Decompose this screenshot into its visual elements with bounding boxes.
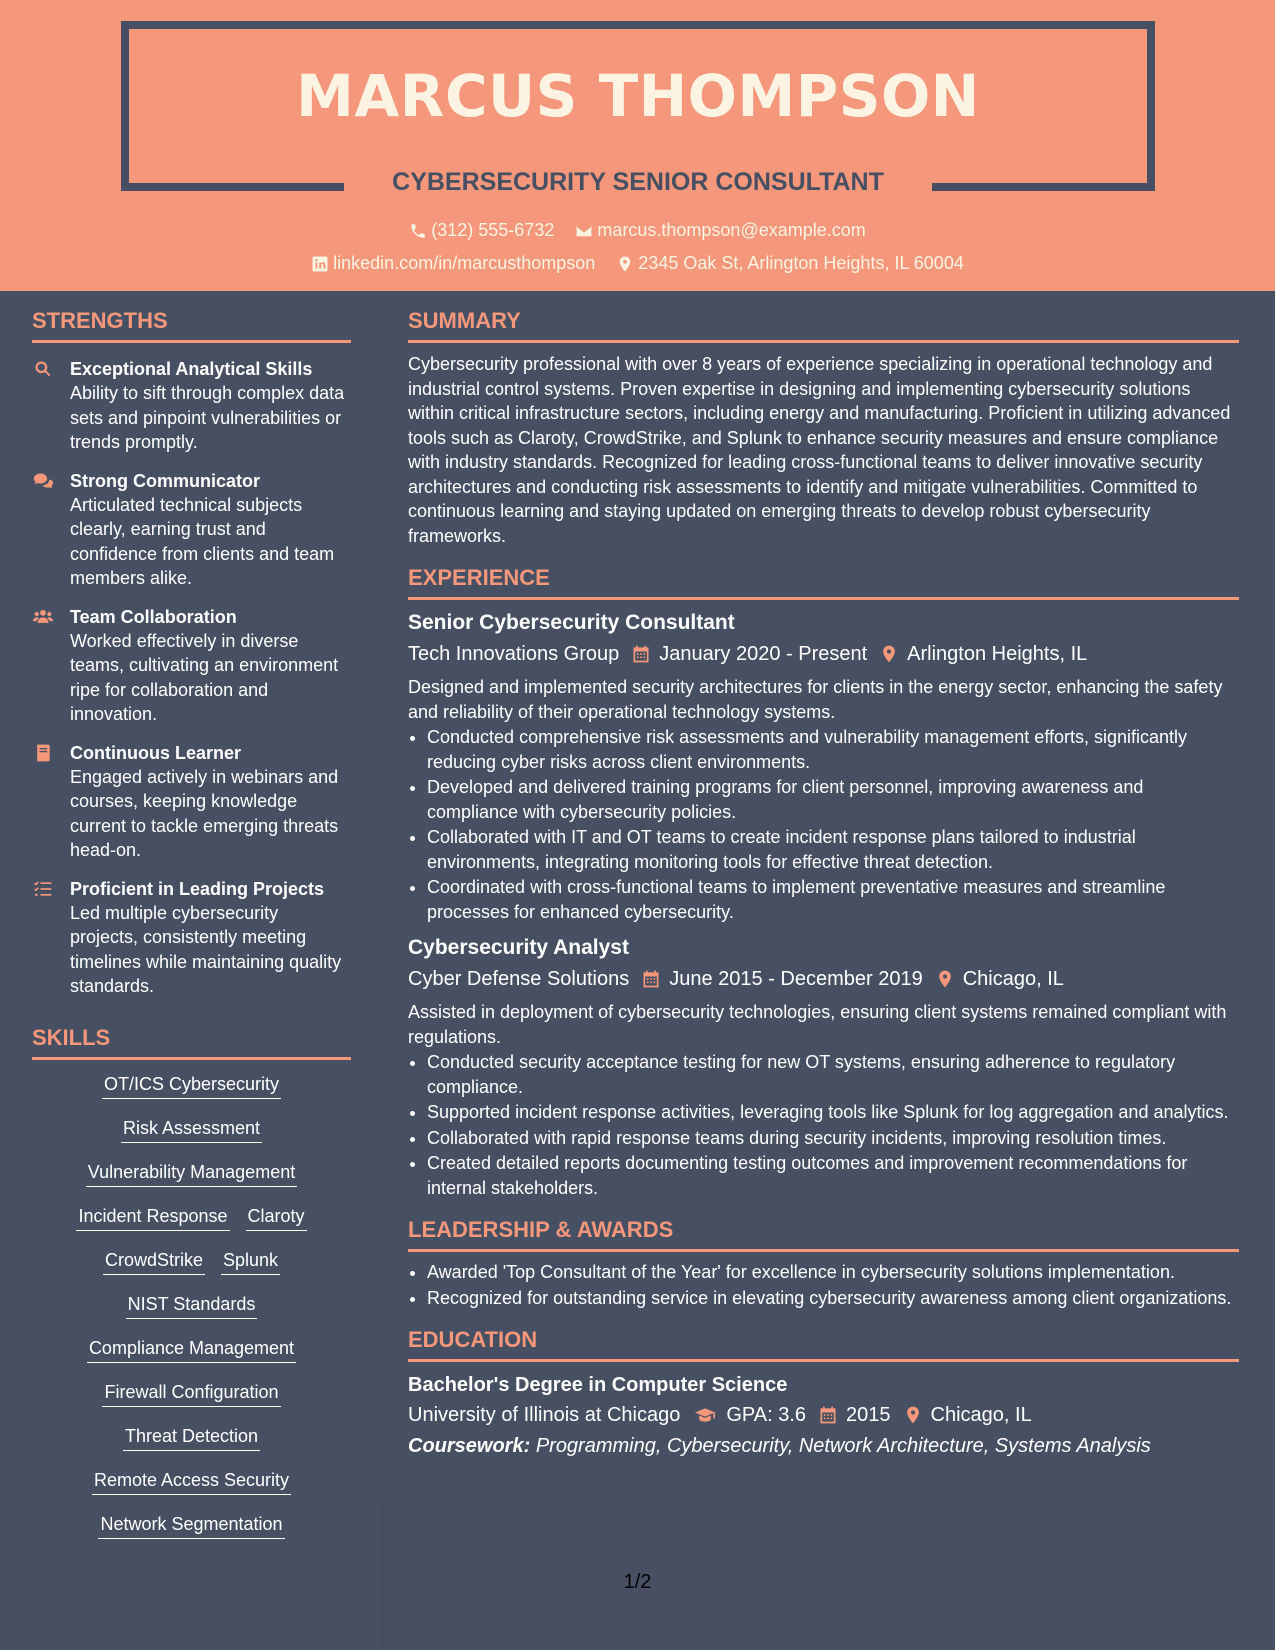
left-column <box>32 291 351 1539</box>
strengths-heading: STRENGTHS <box>32 308 351 343</box>
award-item: • Awarded 'Top Consultant of the Year' for excellence in cybersecurity solutions implementation. <box>427 1260 1239 1285</box>
skill-tag: Compliance Management <box>87 1336 296 1363</box>
envelope-icon <box>575 222 593 240</box>
job-bullet: • Coordinated with cross-functional teams to implement preventative measures and streamline processes for enhanced cybersecurity. <box>427 875 1239 924</box>
strength-desc: Worked effectively in diverse teams, cultivating an environment ripe for collaboration and innovation. <box>70 630 339 724</box>
job-bullet: • Developed and delivered training programs for client personnel, improving awareness and compliance with cybersecurity policies. <box>427 775 1239 824</box>
job-bullet: • Conducted security acceptance testing for new OT systems, ensuring adherence to regulatory compliance. <box>427 1050 1239 1099</box>
job-dates-text: January 2020 - Present <box>659 643 868 665</box>
header-frame-bottom-left <box>121 183 344 191</box>
education-heading: EDUCATION <box>408 1327 1239 1362</box>
skills-heading: SKILLS <box>32 1025 351 1060</box>
tasks-icon <box>32 879 54 899</box>
coursework-label: Coursework: <box>408 1435 531 1457</box>
candidate-name: MARCUS THOMPSON <box>296 62 980 130</box>
strength-item <box>32 605 351 727</box>
page-number: 1/2 <box>623 1571 652 1593</box>
school-location <box>903 1400 1032 1430</box>
coursework-text: Programming, Cybersecurity, Network Architecture, Systems Analysis <box>535 1435 1151 1457</box>
award-item: • Recognized for outstanding service in elevating cybersecurity awareness among client organizations. <box>427 1286 1239 1311</box>
skills-list <box>32 1072 351 1539</box>
map-marker-icon <box>616 255 634 273</box>
email-text[interactable]: marcus.thompson@example.com <box>597 220 866 240</box>
skill-tag: Network Segmentation <box>98 1512 284 1539</box>
coursework <box>408 1431 1239 1461</box>
job-entry <box>408 609 1239 924</box>
contact-email[interactable] <box>575 220 865 241</box>
map-marker-icon <box>879 644 899 664</box>
job-bullets <box>408 1050 1239 1200</box>
job-title: Cybersecurity Analyst <box>408 936 629 959</box>
linkedin-icon <box>311 255 329 273</box>
calendar-icon <box>818 1405 838 1425</box>
education-meta <box>408 1400 1239 1430</box>
strength-item <box>32 877 351 999</box>
summary-text: Cybersecurity professional with over 8 years of experience specializing in operational technology and industrial control systems. Proven expertise in designing and implementing cybersecurity solutions within critical infrastructure sectors, including energy and manufacturing. Proficient in utilizing advanced tools such as Claroty, CrowdStrike, and Splunk to enhance security measures and ensure compliance with industry standards. Recognized for leading cross-functional teams to deliver innovative security architectures and conducting risk assessments to identify and mitigate vulnerabilities. Committed to continuous learning and staying updated on emerging threats to develop robust cybersecurity frameworks. <box>408 354 1231 546</box>
skill-tag: OT/ICS Cybersecurity <box>102 1072 281 1099</box>
job-title: Senior Cybersecurity Consultant <box>408 611 735 634</box>
strength-item <box>32 469 351 591</box>
skill-tag: Threat Detection <box>123 1424 260 1451</box>
job-bullet: • Supported incident response activities, leveraging tools like Splunk for log aggregation and analytics. <box>427 1100 1239 1125</box>
strength-desc: Articulated technical subjects clearly, earning trust and confidence from clients and team members alike. <box>70 494 335 588</box>
job-bullets <box>408 725 1239 924</box>
job-bullet: • Collaborated with rapid response teams during security incidents, improving resolution times. <box>427 1126 1239 1151</box>
contact-row-2 <box>0 253 1275 278</box>
search-icon <box>32 359 54 379</box>
job-desc: Assisted in deployment of cybersecurity technologies, ensuring client systems remained compliant with regulations. <box>408 1002 1227 1047</box>
job-location <box>935 964 1064 994</box>
skill-tag: Risk Assessment <box>121 1116 262 1143</box>
map-marker-icon <box>903 1405 923 1425</box>
resume-header <box>0 0 1275 291</box>
contact-phone <box>409 220 554 241</box>
job-bullet: • Collaborated with IT and OT teams to create incident response plans tailored to industrial environments, integrating monitoring tools for effective threat detection. <box>427 825 1239 874</box>
header-frame-bottom-right <box>932 183 1155 191</box>
strength-title: Continuous Learner <box>70 742 242 763</box>
strength-desc: Engaged actively in webinars and courses, keeping knowledge current to tackle emerging threats head-on. <box>70 766 339 860</box>
job-dates <box>641 964 923 994</box>
job-location-text: Arlington Heights, IL <box>907 643 1088 665</box>
contact-row-1 <box>0 220 1275 245</box>
strength-item <box>32 741 351 863</box>
strength-desc: Ability to sift through complex data sets and pinpoint vulnerabilities or trends promptly. <box>70 383 345 452</box>
contact-address <box>616 253 964 274</box>
grad-year <box>818 1400 891 1430</box>
summary-heading: SUMMARY <box>408 308 1239 343</box>
phone-text: (312) 555-6732 <box>431 220 555 240</box>
awards-list <box>408 1260 1239 1310</box>
map-marker-icon <box>935 969 955 989</box>
school-name: University of Illinois at Chicago <box>408 1404 681 1426</box>
calendar-icon <box>631 644 651 664</box>
job-bullet: • Conducted comprehensive risk assessments and vulnerability management efforts, significantly reducing cyber risks across client environments. <box>427 725 1239 774</box>
skill-tag: Firewall Configuration <box>102 1380 280 1407</box>
job-location-text: Chicago, IL <box>962 968 1064 990</box>
comments-icon <box>32 471 54 491</box>
job-dates-text: June 2015 - December 2019 <box>669 968 923 990</box>
experience-heading: EXPERIENCE <box>408 565 1239 600</box>
job-company: Cyber Defense Solutions <box>408 968 630 990</box>
skill-tag: Vulnerability Management <box>86 1160 297 1187</box>
skill-tag: Claroty <box>246 1204 307 1231</box>
strength-item <box>32 357 351 455</box>
job-entry <box>408 934 1239 1200</box>
skill-tag: Remote Access Security <box>92 1468 291 1495</box>
calendar-icon <box>641 969 661 989</box>
awards-heading: LEADERSHIP & AWARDS <box>408 1217 1239 1252</box>
skill-tag: NIST Standards <box>126 1292 258 1319</box>
strength-title: Exceptional Analytical Skills <box>70 359 313 379</box>
strength-title: Proficient in Leading Projects <box>70 878 325 899</box>
job-company: Tech Innovations Group <box>408 643 620 665</box>
book-icon <box>32 743 54 763</box>
skill-tag: CrowdStrike <box>103 1248 205 1275</box>
skill-tag: Splunk <box>221 1248 280 1275</box>
gpa <box>692 1400 806 1430</box>
job-location <box>879 639 1087 669</box>
strength-title: Team Collaboration <box>70 606 237 627</box>
skill-tag: Incident Response <box>76 1204 229 1231</box>
job-bullet: • Created detailed reports documenting testing outcomes and improvement recommendations for internal stakeholders. <box>427 1151 1239 1200</box>
linkedin-text[interactable]: linkedin.com/in/marcusthompson <box>333 253 596 273</box>
address-text: 2345 Oak St, Arlington Heights, IL 60004 <box>638 253 964 273</box>
grad-year-text: 2015 <box>846 1404 891 1426</box>
gpa-text: GPA: 3.6 <box>726 1404 807 1426</box>
degree-title: Bachelor's Degree in Computer Science <box>408 1374 788 1396</box>
strength-title: Strong Communicator <box>70 470 261 491</box>
right-column <box>408 291 1239 1461</box>
job-desc: Designed and implemented security architectures for clients in the energy sector, enhancing the safety and reliability of their operational technology systems. <box>408 677 1223 722</box>
job-meta <box>408 964 1239 994</box>
job-dates <box>631 639 867 669</box>
phone-icon <box>409 222 427 240</box>
school-location-text: Chicago, IL <box>930 1404 1032 1426</box>
job-meta <box>408 639 1239 669</box>
strength-desc: Led multiple cybersecurity projects, consistently meeting timelines while maintaining quality standards. <box>70 902 342 996</box>
graduation-cap-icon <box>692 1405 718 1425</box>
contact-linkedin[interactable] <box>311 253 595 274</box>
users-icon <box>32 607 54 627</box>
candidate-title: CYBERSECURITY SENIOR CONSULTANT <box>392 168 884 196</box>
